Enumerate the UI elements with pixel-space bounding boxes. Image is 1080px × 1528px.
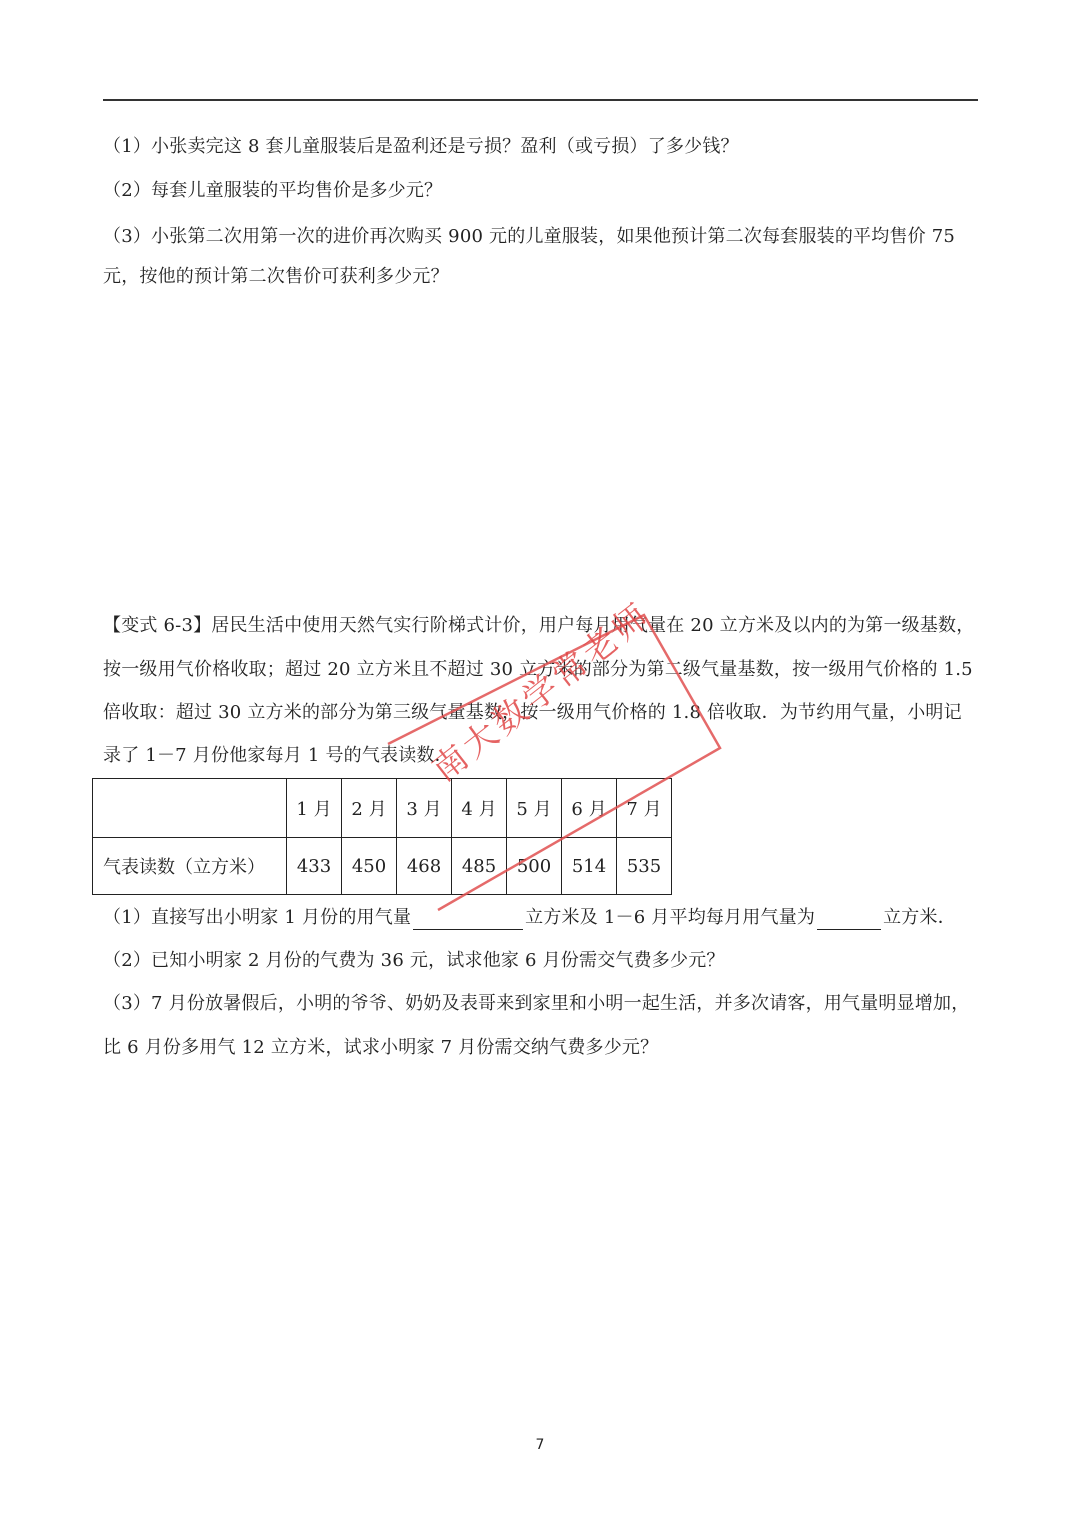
reading-cell: 468: [397, 838, 452, 895]
month-cell: 4 月: [452, 779, 507, 838]
month-cell: 5 月: [507, 779, 562, 838]
reading-cell: 450: [342, 838, 397, 895]
question-1-bottom: [103, 906, 956, 930]
question-3-top-line1: （3）小张第二次用第一次的进价再次购买 900 元的儿童服装，如果他预计第二次每套服装的平均售价 75: [103, 226, 956, 247]
question-2-bottom: （2）已知小明家 2 月份的气费为 36 元，试求他家 6 月份需交气费多少元？: [103, 950, 725, 971]
question-3-bottom-line2: 比 6 月份多用气 12 立方米，试求小明家 7 月份需交纳气费多少元？: [103, 1037, 659, 1058]
answer-blank-1[interactable]: [413, 909, 523, 930]
variant-line-3: 倍收取：超过 30 立方米的部分为第三级气量基数，按一级用气价格的 1.8 倍收取．为节约用气量，小明记: [103, 702, 962, 723]
table-row: [93, 838, 672, 895]
page-number: 7: [535, 1437, 545, 1453]
reading-cell: 433: [287, 838, 342, 895]
month-cell: 2 月: [342, 779, 397, 838]
row-label: 气表读数（立方米）: [93, 838, 287, 895]
q1-text-a: （1）直接写出小明家 1 月份的用气量: [103, 907, 412, 928]
month-cell: 3 月: [397, 779, 452, 838]
header-rule: [103, 99, 978, 101]
reading-cell: 500: [507, 838, 562, 895]
reading-cell: 514: [562, 838, 617, 895]
month-cell: 1 月: [287, 779, 342, 838]
question-3-bottom-line1: （3）7 月份放暑假后，小明的爷爷、奶奶及表哥来到家里和小明一起生活，并多次请客，用气量明显增加，: [103, 993, 970, 1014]
variant-line-2: 按一级用气价格收取；超过 20 立方米且不超过 30 立方米的部分为第二级气量基数，按一级用气价格的 1.5: [103, 659, 973, 680]
q1-text-c: 立方米．: [883, 907, 956, 928]
question-3-top-line2: 元，按他的预计第二次售价可获利多少元？: [103, 266, 449, 287]
gas-reading-table: [92, 778, 672, 895]
month-cell: 6 月: [562, 779, 617, 838]
table-header-row: [93, 779, 672, 838]
month-cell: 7 月: [617, 779, 672, 838]
watermark-text: 南大数学常老师: [424, 594, 660, 790]
table-corner-cell: [93, 779, 287, 838]
answer-blank-2[interactable]: [817, 909, 881, 930]
variant-line-4: 录了 1－7 月份他家每月 1 号的气表读数．: [103, 745, 453, 766]
reading-cell: 535: [617, 838, 672, 895]
reading-cell: 485: [452, 838, 507, 895]
question-2-top: （2）每套儿童服装的平均售价是多少元？: [103, 180, 443, 201]
question-1-top: （1）小张卖完这 8 套儿童服装后是盈利还是亏损？盈利（或亏损）了多少钱？: [103, 136, 739, 157]
q1-text-b: 立方米及 1－6 月平均每月用气量为: [525, 907, 816, 928]
variant-line-1: 【变式 6-3】居民生活中使用天然气实行阶梯式计价，用户每月用气量在 20 立方米及以内的为第一级基数，: [103, 615, 975, 636]
